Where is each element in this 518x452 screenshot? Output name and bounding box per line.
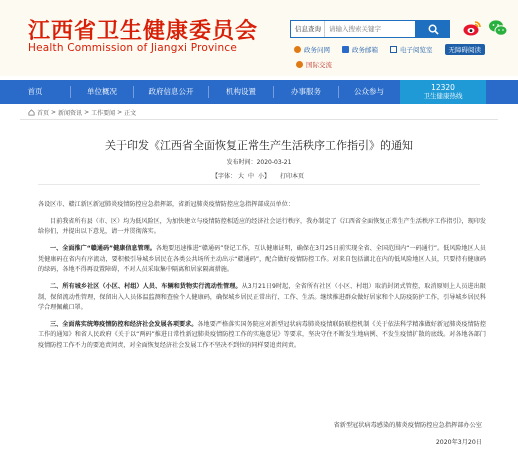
article-sign-date: 2020年3月20日 xyxy=(435,439,482,446)
breadcrumb-divider xyxy=(20,119,498,120)
gov-service-icon xyxy=(294,46,301,53)
article-intro xyxy=(38,217,486,238)
breadcrumb xyxy=(28,108,136,117)
nav-item-gov-info[interactable]: 政府信息公开 xyxy=(148,87,194,96)
intl-exchange-link[interactable] xyxy=(296,60,332,69)
paragraph-3-lead: 三、全面落实统筹疫情防控和经济社会发展各项要求。 xyxy=(50,321,198,329)
gov-mail-label: 政务邮箱 xyxy=(352,46,378,54)
intl-exchange-label: 国际交流 xyxy=(306,61,332,69)
paragraph-1-lead: 一、全面推广“赣通码”健康信息管理。 xyxy=(50,245,156,253)
article-title: 关于印发《江西省全面恢复正常生产生活秩序工作指引》的通知 xyxy=(105,139,413,152)
hotline-button[interactable] xyxy=(400,80,486,104)
weibo-link[interactable] xyxy=(462,18,482,38)
weibo-icon xyxy=(462,19,482,37)
breadcrumb-separator: > xyxy=(51,109,57,116)
font-size-label: 【字体： xyxy=(212,173,237,180)
article-paragraph-3 xyxy=(38,320,486,351)
font-size-mid-button[interactable]: 中 xyxy=(248,173,255,180)
e-reading-link[interactable] xyxy=(390,44,433,55)
nav-item-org[interactable]: 机构设置 xyxy=(226,87,256,96)
barrier-free-label: 无障碍阅读 xyxy=(448,46,481,54)
breadcrumb-item-current: 正文 xyxy=(124,110,137,117)
article-divider xyxy=(38,184,480,185)
paragraph-1-body: 各地要迅速推进“赣通码”登记工作，互认健康证明，确保在3月25日前实现全省、全国范围内“一码通行”。低风险地区人员凭健康码在省内有序流动，要积极引导城乡居民在各类公共场所主动出示“赣通码”，配合做好疫情防控工作。对来自包括湖北在内的低风险地区人员，只要持有健康码的绿码，各地不得再设置障碍，不对人员采取集中隔离和居家隔离措施。 xyxy=(38,245,486,274)
gov-mail-link[interactable] xyxy=(342,44,378,55)
site-header xyxy=(0,0,518,76)
site-logo-cn[interactable]: 江西省卫生健康委员会 xyxy=(28,19,259,44)
reading-icon xyxy=(390,46,397,53)
paragraph-3-body: 各地要严格落实国务院应对新型冠状病毒肺炎疫情联防联控机制《关于依法科学精准做好新冠肺炎疫情防控工作的通知》和省人民政府《关于以“两码”推进日常性新冠肺炎疫情防控工作的实施意见》等要求，坚决守住不断发生地病例、不发生疫情扩散的底线。对各地各部门疫情防控工作不力的要追责问责，对全面恢复经济社会发展工作不坚决不到位的同样要追责问责。 xyxy=(38,321,487,349)
mail-icon xyxy=(342,46,349,53)
article-intro-text: 目前我省所有县（市、区）均为低风险区，为加快建立与疫情防控相适应的经济社会运行秩序，我办制定了《江西省全面恢复正常生产生活秩序工作指引》，现印发给你们，并提出以下意见，请一并贯彻落实。 xyxy=(38,218,486,236)
nav-item-home[interactable]: 首页 xyxy=(27,87,43,96)
nav-item-overview[interactable]: 单位概况 xyxy=(87,87,117,96)
search-input[interactable] xyxy=(325,25,403,33)
breadcrumb-item-home[interactable]: 首页 xyxy=(37,110,50,117)
site-logo-en: Health Commission of Jiangxi Province xyxy=(28,42,237,54)
hotline-label: 卫生健康热线 xyxy=(423,92,463,100)
breadcrumb-separator: > xyxy=(84,109,90,116)
font-size-big-button[interactable]: 大 xyxy=(238,173,245,180)
article-paragraph-1 xyxy=(38,244,486,275)
paragraph-2-body: 从3月21日9时起，全省所有社区（小区、村组）取消封闭式管控，取消原则上人员进出限制，保留流动性管理，保留出入人员体温监测和查验个人健康码，确保城乡居民正常出行、工作、生活。继续推进群众做好居家和个人防疫防护工作，引导城乡居民科学合理佩戴口罩。 xyxy=(38,283,487,312)
gov-service-label: 政务问网 xyxy=(304,46,330,54)
font-size-small-button[interactable]: 小】 xyxy=(258,173,271,180)
search-scope-select[interactable]: 信息查询 xyxy=(291,21,325,37)
e-reading-label: 电子阅览室 xyxy=(400,46,433,54)
paragraph-2-lead: 二、所有城乡社区（小区、村组）人员、车辆和货物实行流动性管理。 xyxy=(50,283,242,291)
intl-exchange-icon xyxy=(296,61,303,68)
article-signer: 省新型冠状病毒感染的肺炎疫情防控应急指挥部办公室 xyxy=(333,422,482,429)
print-button[interactable]: 打印本页 xyxy=(279,173,304,180)
home-icon xyxy=(28,109,35,116)
nav-item-services[interactable]: 办事服务 xyxy=(291,87,321,96)
hotline-number: 12320 xyxy=(431,83,455,92)
search-button[interactable] xyxy=(416,20,450,38)
article-tools xyxy=(0,171,518,180)
breadcrumb-item-work-news[interactable]: 工作要闻 xyxy=(91,110,116,117)
article-paragraph-2 xyxy=(38,282,486,313)
article-body xyxy=(38,200,486,358)
wechat-link[interactable] xyxy=(488,18,508,38)
article-salutation: 各设区市、赣江新区新冠肺炎疫情防控应急指挥部，省新冠肺炎疫情防控应急指挥部成员单位： xyxy=(38,201,294,208)
breadcrumb-separator: > xyxy=(117,109,123,116)
wechat-icon xyxy=(488,19,508,37)
nav-item-participation[interactable]: 公众参与 xyxy=(354,87,384,96)
gov-service-link[interactable] xyxy=(294,44,330,55)
header-links xyxy=(294,44,485,55)
search-box xyxy=(290,20,416,38)
breadcrumb-item-news[interactable]: 新闻资讯 xyxy=(58,110,83,117)
publish-date: 发布时间：2020-03-21 xyxy=(226,159,292,166)
barrier-free-button[interactable] xyxy=(445,44,486,55)
search-icon xyxy=(428,24,439,35)
